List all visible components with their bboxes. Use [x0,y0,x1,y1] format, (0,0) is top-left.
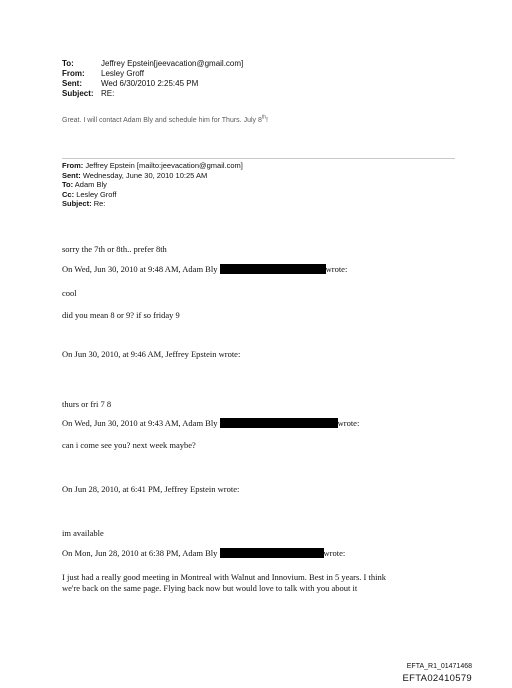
redaction-bar [220,418,338,428]
fwd-sent-row [62,171,243,181]
reply-text-end: ! [266,117,268,124]
fwd-sent-value: Wednesday, June 30, 2010 10:25 AM [82,170,208,180]
quote-header-text: On Wed, Jun 30, 2010 at 9:48 AM, Adam Bly [62,264,218,274]
email-header [62,59,243,99]
header-from-row [62,69,243,79]
quote-header-text: On Wed, Jun 30, 2010 at 9:43 AM, Adam Bly [62,418,218,428]
fwd-to-label: To: [62,180,74,189]
header-sent-row [62,79,243,89]
footer-id-large: EFTA02410579 [402,673,472,684]
thread-quote-header: On Jun 28, 2010, at 6:41 PM, Jeffrey Epstein wrote: [62,484,240,494]
thread-quote-header [62,264,347,275]
quote-header-wrote: wrote: [323,548,346,558]
footer-id-small: EFTA_R1_01471468 [406,663,472,670]
fwd-to-row [62,180,243,190]
redaction-bar [220,548,324,558]
thread-line: cool [62,288,77,298]
header-to-row [62,59,243,69]
thread-line: can i come see you? next week maybe? [62,440,196,450]
reply-text: Great. I will contact Adam Bly and schedule him for Thurs. July 8 [62,117,262,124]
fwd-subject-row [62,199,243,209]
fwd-sent-label: Sent: [62,170,81,180]
to-value: Jeffrey Epstein[jeevacation@gmail.com] [101,59,244,68]
thread-quote-header: On Jun 30, 2010, at 9:46 AM, Jeffrey Epstein wrote: [62,349,241,359]
thread-line: sorry the 7th or 8th.. prefer 8th [62,244,167,254]
fwd-from-label: From: [62,161,84,170]
thread-line: im available [62,528,104,538]
thread-quote-header [62,548,345,559]
fwd-cc-value: Lesley Groff [76,189,117,199]
separator-line [62,158,455,159]
fwd-subject-value: Re: [93,199,106,208]
quote-header-wrote: wrote: [325,264,348,274]
from-label: From: [62,69,85,78]
thread-line: I just had a really good meeting in Montreal with Walnut and Innovium. Best in 5 years. I think [62,572,386,582]
fwd-cc-label: Cc: [62,189,75,199]
reply-superscript: th [261,114,267,121]
thread-line: we're back on the same page. Flying back now but would love to talk with you about it [62,583,358,593]
fwd-subject-label: Subject: [62,199,92,208]
fwd-cc-row [62,190,243,200]
fwd-from-value: Jeffrey Epstein [mailto:jeevacation@gmail.com] [85,161,243,170]
redaction-bar [220,264,326,274]
fwd-from-row [62,161,243,171]
thread-line: did you mean 8 or 9? if so friday 9 [62,310,180,320]
quote-header-text: On Mon, Jun 28, 2010 at 6:38 PM, Adam Bly [62,548,218,558]
to-label: To: [62,59,74,68]
fwd-to-value: Adam Bly [74,180,107,189]
sent-value: Wed 6/30/2010 2:25:45 PM [101,79,199,88]
quote-header-wrote: wrote: [337,418,360,428]
from-value: Lesley Groff [101,69,144,78]
sent-label: Sent: [62,79,82,88]
forwarded-header [62,161,243,209]
thread-quote-header [62,418,359,429]
thread-line: thurs or fri 7 8 [62,399,112,409]
header-subject-row [62,89,243,99]
subject-label: Subject: [62,89,94,98]
subject-value: RE: [101,89,115,98]
reply-body [62,114,268,124]
